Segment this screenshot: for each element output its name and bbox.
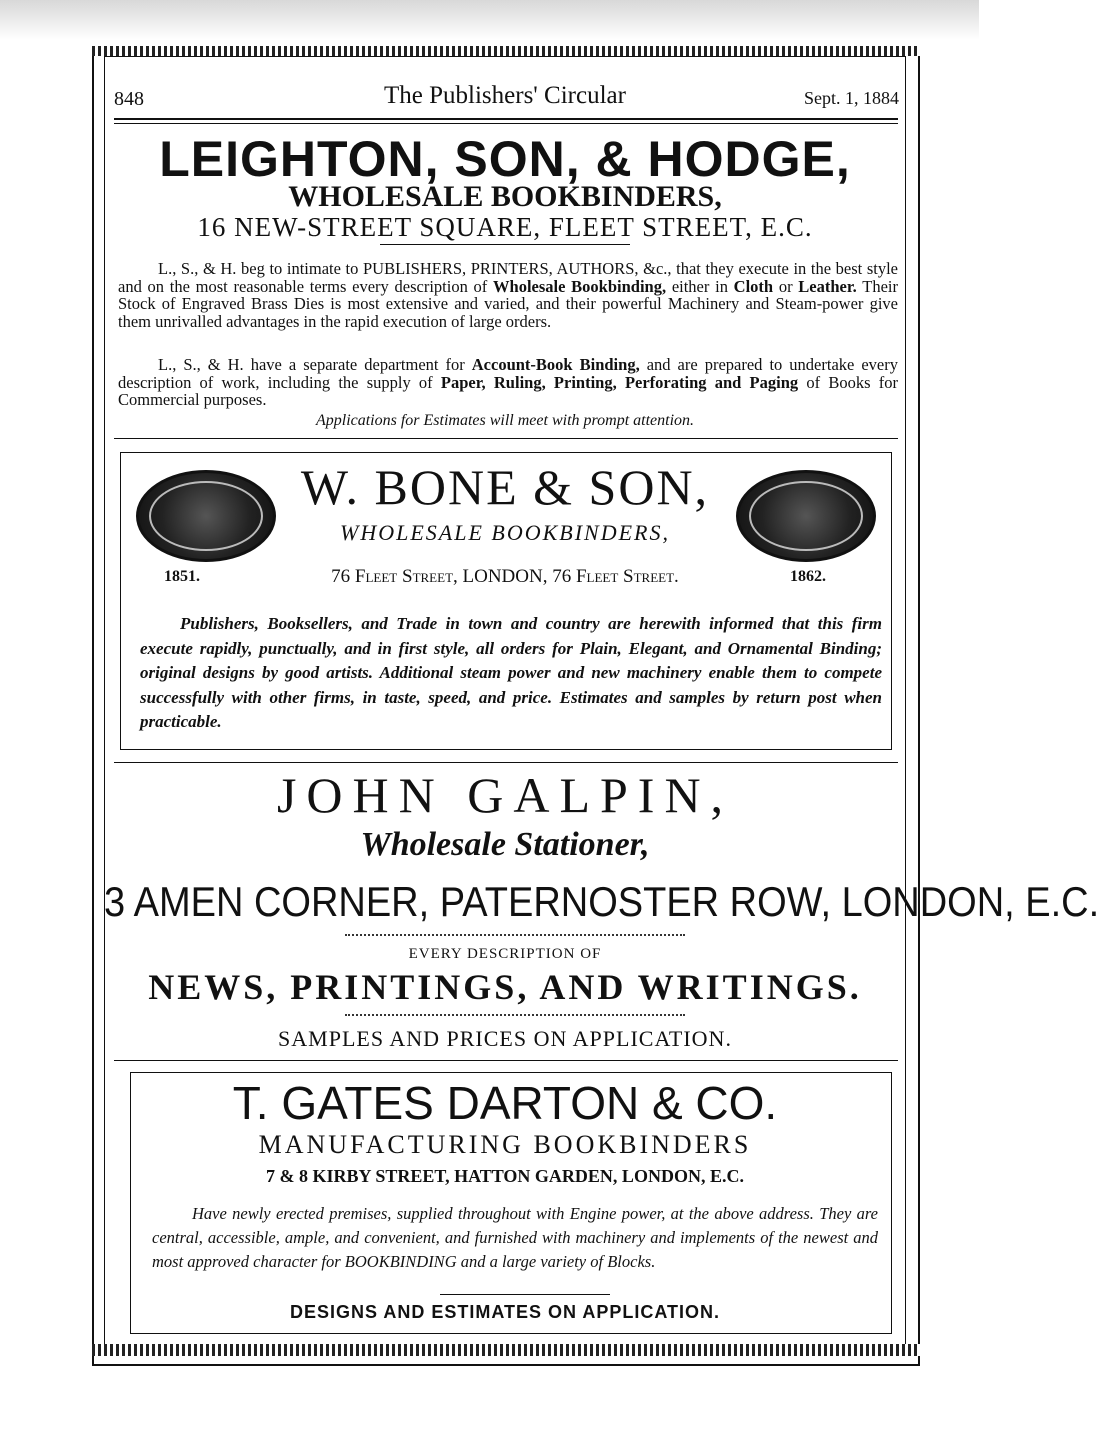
galpin-address: 3 AMEN CORNER, PATERNOSTER ROW, LONDON, E.C.	[104, 879, 1099, 927]
galpin-trade: Wholesale Stationer,	[360, 826, 650, 863]
header-rule-thin	[114, 123, 898, 124]
darton-rule	[440, 1294, 610, 1295]
leighton-p2-text: L., S., & H. have a separate department for	[158, 355, 472, 374]
top-ornament	[92, 46, 920, 56]
galpin-wavy-rule-1	[345, 934, 685, 944]
leighton-paragraph-1	[118, 260, 898, 330]
leighton-p1-bold3: Leather.	[798, 276, 857, 296]
leighton-p1-text3: or	[773, 276, 799, 296]
section-rule-1	[114, 438, 898, 439]
darton-body: Have newly erected premises, supplied throughout with Engine power, at the above address. They are central, accessible, ample, and convenient, and furnished with machinery and implements of the newest and most approved character for BOOKBINDING and a large variety of Blocks.	[152, 1204, 878, 1271]
leighton-p1-text4: Their Stock of Engraved Brass Dies is most extensive and varied, and their powerful Machinery and Steam-power give them unrivalled advantages in the rapid execution of large orders.	[118, 276, 898, 331]
galpin-name: JOHN GALPIN,	[276, 767, 734, 823]
header-rule	[114, 118, 898, 120]
bone-address: 76 Fleet Street, LONDON, 76 Fleet Street.	[331, 566, 679, 587]
page-number: 848	[114, 88, 144, 110]
galpin-goods: NEWS, PRINTINGS, AND WRITINGS.	[148, 967, 862, 1007]
bone-year-right: 1862.	[790, 568, 826, 585]
leighton-paragraph-2	[118, 356, 898, 409]
bone-body: Publishers, Booksellers, and Trade in town and country are herewith informed that this firm execute rapidly, punctually, and in first style, all orders for Plain, Elegant, and Ornamental Binding; original designs by good artists. Additional steam power and new machinery enable them to compete successfully with other firms, in taste, speed, and price. Estimates and samples by return post when practicable.	[140, 614, 882, 731]
bone-trade: WHOLESALE BOOKBINDERS,	[340, 520, 670, 545]
leighton-p2-text3: of Books for Commercial purposes.	[118, 372, 898, 409]
leighton-trade: WHOLESALE BOOKBINDERS,	[288, 180, 722, 213]
leighton-p2-text2: and are prepared to undertake every description of work, including the supply of	[118, 355, 899, 392]
leighton-address: 16 NEW-STREET SQUARE, FLEET STREET, E.C.	[197, 212, 813, 242]
leighton-p1-text2: either in	[666, 276, 734, 296]
galpin-samples: SAMPLES AND PRICES ON APPLICATION.	[278, 1026, 732, 1051]
issue-date: Sept. 1, 1884	[803, 88, 899, 108]
leighton-p1-bold2: Cloth	[733, 276, 774, 296]
section-rule-3	[114, 1060, 898, 1061]
bone-name: W. BONE & SON,	[300, 459, 710, 515]
leighton-p2-bold1: Account-Book Binding,	[471, 355, 640, 374]
section-rule-2	[114, 762, 898, 763]
galpin-every: EVERY DESCRIPTION OF	[408, 946, 602, 962]
darton-footer: DESIGNS AND ESTIMATES ON APPLICATION.	[289, 1302, 721, 1322]
darton-address: 7 & 8 KIRBY STREET, HATTON GARDEN, LONDON, E.C.	[266, 1166, 744, 1186]
bottom-ornament	[92, 1344, 920, 1356]
leighton-p1-text: L., S., & H. beg to intimate to PUBLISHERS, PRINTERS, AUTHORS, &c., that they execute in the best style and on the most reasonable terms every description of	[118, 259, 898, 296]
journal-title: The Publishers' Circular	[384, 82, 626, 109]
bone-year-left: 1851.	[164, 568, 200, 585]
galpin-wavy-rule-2	[345, 1014, 685, 1024]
darton-trade: MANUFACTURING BOOKBINDERS	[258, 1130, 752, 1159]
leighton-p2-bold2: Paper, Ruling, Printing, Perforating and Paging	[440, 372, 799, 392]
leighton-name: LEIGHTON, SON, & HODGE,	[159, 131, 851, 187]
leighton-rule	[380, 244, 630, 245]
darton-name: T. GATES DARTON & CO.	[232, 1077, 778, 1129]
leighton-p1-bold1: Wholesale Bookbinding,	[493, 276, 667, 296]
scan-edge	[0, 0, 979, 40]
leighton-footer: Applications for Estimates will meet with prompt attention.	[315, 412, 695, 429]
